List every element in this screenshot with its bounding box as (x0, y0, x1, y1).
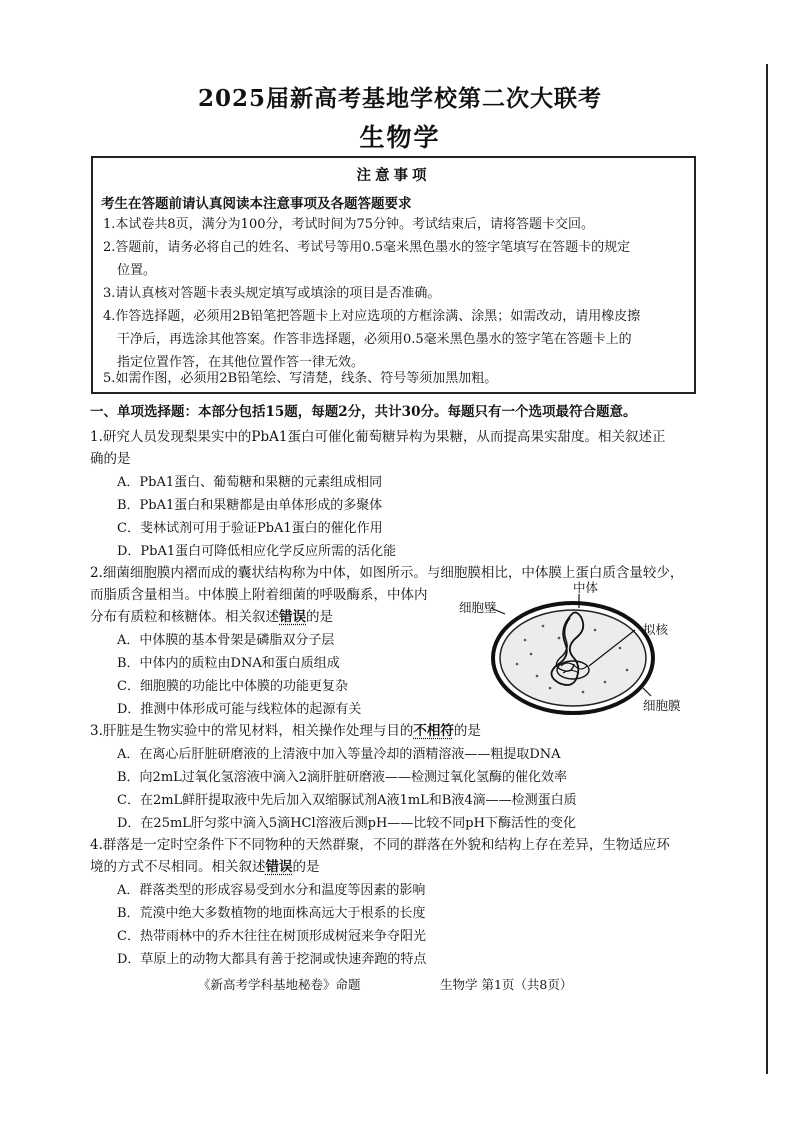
q2-stem: 2.细菌细胞膜内褶而成的囊状结构称为中体，如图所示。与细胞膜相比，中体膜上蛋白质含量较少， (90, 565, 684, 581)
notice-line: 位置。 (117, 263, 157, 278)
notice-line: 干净后，再选涂其他答案。作答非选择题，必须用0.5毫米黑色墨水的签字笔在答题卡上的 (117, 332, 632, 347)
notice-line: 2.答题前，请务必将自己的姓名、考试号等用0.5毫米黑色墨水的签字笔填写在答题卡的规定 (103, 240, 631, 255)
q4-stem: 4.群落是一定时空条件下不同物种的天然群聚，不同的群落在外貌和结构上存在差异，生物适应环 (90, 837, 670, 853)
footer-page-number: 生物学 第1页（共8页） (440, 977, 573, 992)
q4-option-b: B．荒漠中绝大多数植物的地面株高远大于根系的长度 (117, 906, 426, 921)
notice-line: 5.如需作图，必须用2B铅笔绘、写清楚，线条、符号等须加黑加粗。 (103, 371, 498, 386)
q1-option-d: D．PbA1蛋白可降低相应化学反应所需的活化能 (117, 544, 397, 559)
q4-option-d: D．草原上的动物大都具有善于挖洞或快速奔跑的特点 (117, 952, 427, 967)
notice-line: 指定位置作答，在其他位置作答一律无效。 (117, 355, 365, 370)
q2-emphasis: 错误 (279, 609, 306, 625)
q4-stem-end: 的是 (292, 859, 320, 875)
q4-stem-cont (90, 861, 320, 875)
exam-title: 2025届新高考基地学校第二次大联考 (197, 85, 602, 112)
q3-stem-text: 3.肝脏是生物实验中的常见材料，相关操作处理与目的 (90, 723, 414, 739)
label-cell-membrane: 细胞膜 (643, 698, 681, 713)
footer-source: 《新高考学科基地秘卷》命题 (198, 977, 361, 992)
notice-box (91, 156, 696, 394)
q3-emphasis: 不相符 (413, 723, 454, 739)
q3-option-c: C．在2mL鲜肝提取液中先后加入双缩脲试剂A液1mL和B液4滴——检测蛋白质 (117, 793, 577, 808)
q4-emphasis: 错误 (265, 859, 293, 875)
label-nucleoid: 拟核 (643, 622, 669, 637)
q1-stem: 1.研究人员发现梨果实中的PbA1蛋白可催化葡萄糖异构为果糖，从而提高果实甜度。相关叙述正 (90, 429, 666, 445)
q2-stem-text: 分布有质粒和核糖体。相关叙述 (90, 609, 279, 625)
subject-title: 生物学 (359, 123, 441, 152)
q1-option-a: A．PbA1蛋白、葡萄糖和果糖的元素组成相同 (117, 475, 383, 490)
q1-stem-cont: 确的是 (90, 451, 131, 467)
q4-option-a: A．群落类型的形成容易受到水分和温度等因素的影响 (117, 883, 426, 898)
q4-option-c: C．热带雨林中的乔木往往在树顶形成树冠来争夺阳光 (117, 929, 426, 944)
notice-line: 1.本试卷共8页，满分为100分，考试时间为75分钟。考试结束后，请将答题卡交回。 (103, 217, 595, 232)
q2-stem-end: 的是 (306, 609, 333, 625)
notice-intro: 考生在答题前请认真阅读本注意事项及各题答题要求 (101, 196, 412, 212)
q2-option-a: A．中体膜的基本骨架是磷脂双分子层 (117, 633, 335, 648)
page-edge-rule (766, 64, 768, 1074)
notice-heading: 注意事项 (356, 167, 431, 184)
q2-option-b: B．中体内的质粒由DNA和蛋白质组成 (117, 656, 340, 671)
notice-line: 4.作答选择题，必须用2B铅笔把答题卡上对应选项的方框涂满、涂黑；如需改动，请用橡皮擦 (103, 309, 641, 324)
bacterium-figure (455, 578, 700, 718)
q3-stem (90, 725, 481, 739)
q2-option-c: C．细胞膜的功能比中体膜的功能更复杂 (117, 679, 348, 694)
q2-stem-cont2 (90, 611, 333, 625)
q3-option-a: A．在离心后肝脏研磨液的上清液中加入等量冷却的酒精溶液——粗提取DNA (117, 747, 561, 762)
q2-option-d: D．推测中体形成可能与线粒体的起源有关 (117, 702, 362, 717)
q1-option-c: C．斐林试剂可用于验证PbA1蛋白的催化作用 (117, 521, 383, 536)
q3-option-d: D．在25mL肝匀浆中滴入5滴HCl溶液后测pH——比较不同pH下酶活性的变化 (117, 816, 576, 831)
label-mesosome: 中体 (573, 580, 599, 595)
label-cell-wall: 细胞壁 (459, 600, 497, 615)
q1-option-b: B．PbA1蛋白和果糖都是由单体形成的多聚体 (117, 498, 383, 513)
notice-line: 3.请认真核对答题卡表头规定填写或填涂的项目是否准确。 (103, 286, 441, 301)
q3-stem-end: 的是 (453, 723, 481, 739)
q2-stem-cont: 而脂质含量相当。中体膜上附着细菌的呼吸酶系，中体内 (90, 587, 428, 603)
q4-stem-text: 境的方式不尽相同。相关叙述 (90, 859, 266, 875)
section-heading: 一、单项选择题：本部分包括15题，每题2分，共计30分。每题只有一个选项最符合题意。 (90, 404, 637, 420)
q3-option-b: B．向2mL过氧化氢溶液中滴入2滴肝脏研磨液——检测过氧化氢酶的催化效率 (117, 770, 568, 785)
